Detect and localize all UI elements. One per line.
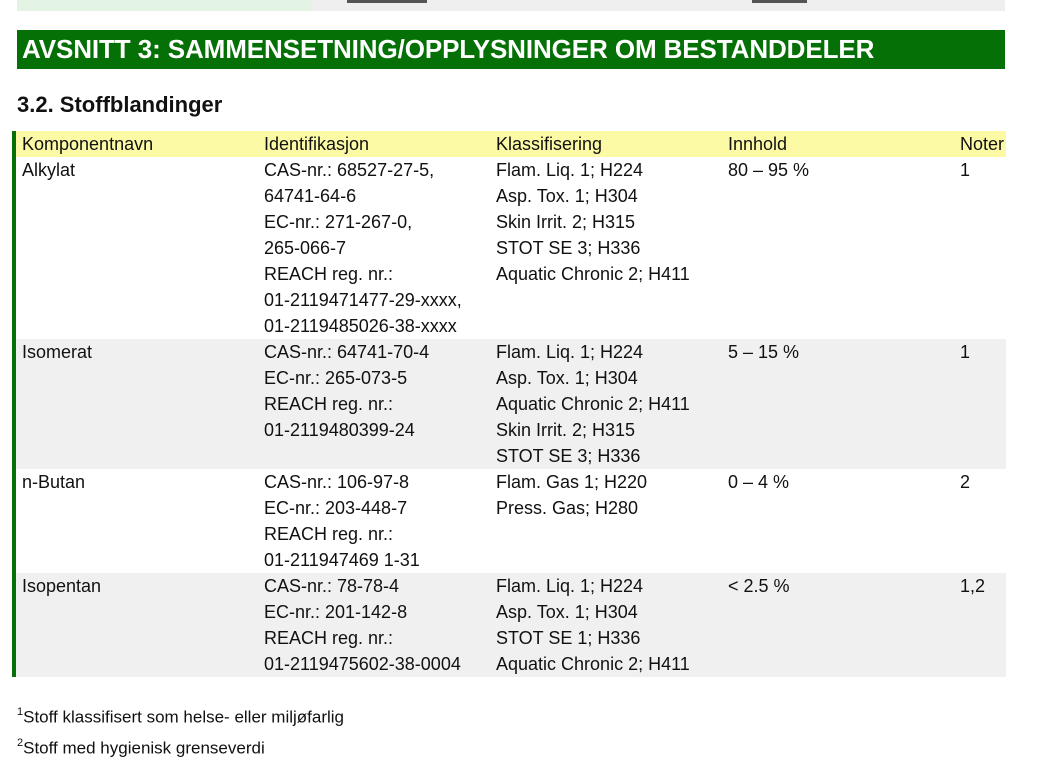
table-row xyxy=(16,469,1006,573)
classification-line: Flam. Liq. 1; H224 xyxy=(496,576,644,596)
classification-line: Press. Gas; H280 xyxy=(496,498,639,518)
classification-line: STOT SE 3; H336 xyxy=(496,238,641,258)
column-header-content: Innhold xyxy=(722,131,954,157)
cell-content: 80 – 95 % xyxy=(722,157,954,339)
table-row xyxy=(16,339,1006,469)
footnote-marker: 1 xyxy=(17,706,24,718)
footnote-text: Stoff klassifisert som helse- eller miljøfarlig xyxy=(23,707,345,727)
identification-line: 01-2119480399-24 xyxy=(264,420,415,440)
identification-line: REACH reg. nr.: xyxy=(264,628,394,648)
identification-line: EC-nr.: 265-073-5 xyxy=(264,368,408,388)
cell-component-name: Isopentan xyxy=(16,573,258,677)
identification-line: CAS-nr.: 106-97-8 xyxy=(264,472,410,492)
cell-notes: 2 xyxy=(954,469,1006,573)
cell-identification xyxy=(258,469,490,573)
classification-line: STOT SE 3; H336 xyxy=(496,446,641,466)
identification-line: REACH reg. nr.: xyxy=(264,264,394,284)
cell-notes: 1,2 xyxy=(954,573,1006,677)
section-3-header: AVSNITT 3: SAMMENSETNING/OPPLYSNINGER OM BESTANDDELER xyxy=(17,30,1005,69)
cell-notes: 1 xyxy=(954,157,1006,339)
cell-classification xyxy=(490,573,722,677)
footnote-2 xyxy=(17,731,344,761)
cell-identification xyxy=(258,573,490,677)
cell-classification xyxy=(490,157,722,339)
composition-table xyxy=(16,131,1006,677)
classification-line: Asp. Tox. 1; H304 xyxy=(496,186,638,206)
cell-notes: 1 xyxy=(954,339,1006,469)
footnotes xyxy=(17,700,344,761)
previous-section-remnant xyxy=(17,0,1005,11)
classification-line: Asp. Tox. 1; H304 xyxy=(496,602,638,622)
column-header-notes: Noter xyxy=(954,131,1006,157)
previous-section-text-fragment xyxy=(347,0,427,3)
cell-content: 5 – 15 % xyxy=(722,339,954,469)
column-header-classification: Klassifisering xyxy=(490,131,722,157)
identification-line: EC-nr.: 203-448-7 xyxy=(264,498,408,518)
cell-component-name: n-Butan xyxy=(16,469,258,573)
classification-line: Flam. Liq. 1; H224 xyxy=(496,160,644,180)
table-header-row xyxy=(16,131,1006,157)
footnote-text: Stoff med hygienisk grenseverdi xyxy=(23,738,265,758)
identification-line: 265-066-7 xyxy=(264,238,347,258)
subsection-title: 3.2. Stoffblandinger xyxy=(17,92,223,117)
classification-line: Asp. Tox. 1; H304 xyxy=(496,368,638,388)
classification-line: Flam. Gas 1; H220 xyxy=(496,472,648,492)
classification-line: Aquatic Chronic 2; H411 xyxy=(496,654,690,674)
identification-line: CAS-nr.: 78-78-4 xyxy=(264,576,400,596)
identification-line: 01-2119471477-29-xxxx, xyxy=(264,290,462,310)
identification-line: REACH reg. nr.: xyxy=(264,394,394,414)
cell-component-name: Isomerat xyxy=(16,339,258,469)
identification-line: EC-nr.: 271-267-0, xyxy=(264,212,413,232)
identification-line: REACH reg. nr.: xyxy=(264,524,394,544)
cell-content: < 2.5 % xyxy=(722,573,954,677)
cell-content: 0 – 4 % xyxy=(722,469,954,573)
cell-identification xyxy=(258,339,490,469)
identification-line: 01-2119475602-38-0004 xyxy=(264,654,461,674)
identification-line: CAS-nr.: 68527-27-5, xyxy=(264,160,435,180)
table-body xyxy=(16,157,1006,677)
column-header-identification: Identifikasjon xyxy=(258,131,490,157)
table-row xyxy=(16,573,1006,677)
classification-line: Skin Irrit. 2; H315 xyxy=(496,420,636,440)
classification-line: Skin Irrit. 2; H315 xyxy=(496,212,636,232)
classification-line: Flam. Liq. 1; H224 xyxy=(496,342,644,362)
cell-component-name: Alkylat xyxy=(16,157,258,339)
identification-line: 64741-64-6 xyxy=(264,186,357,206)
cell-classification xyxy=(490,339,722,469)
identification-line: 01-2119485026-38-xxxx xyxy=(264,316,457,336)
identification-line: CAS-nr.: 64741-70-4 xyxy=(264,342,430,362)
identification-line: 01-211947469 1-31 xyxy=(264,550,420,570)
previous-section-text-fragment xyxy=(752,0,807,3)
identification-line: EC-nr.: 201-142-8 xyxy=(264,602,408,622)
cell-identification xyxy=(258,157,490,339)
footnote-marker: 2 xyxy=(17,736,24,749)
classification-line: Aquatic Chronic 2; H411 xyxy=(496,394,690,414)
classification-line: Aquatic Chronic 2; H411 xyxy=(496,264,690,284)
previous-section-cell xyxy=(17,0,312,11)
cell-classification xyxy=(490,469,722,573)
footnote-1 xyxy=(17,700,344,731)
table-row xyxy=(16,157,1006,339)
composition-table-container xyxy=(12,131,1006,677)
classification-line: STOT SE 1; H336 xyxy=(496,628,641,648)
column-header-component-name: Komponentnavn xyxy=(16,131,258,157)
